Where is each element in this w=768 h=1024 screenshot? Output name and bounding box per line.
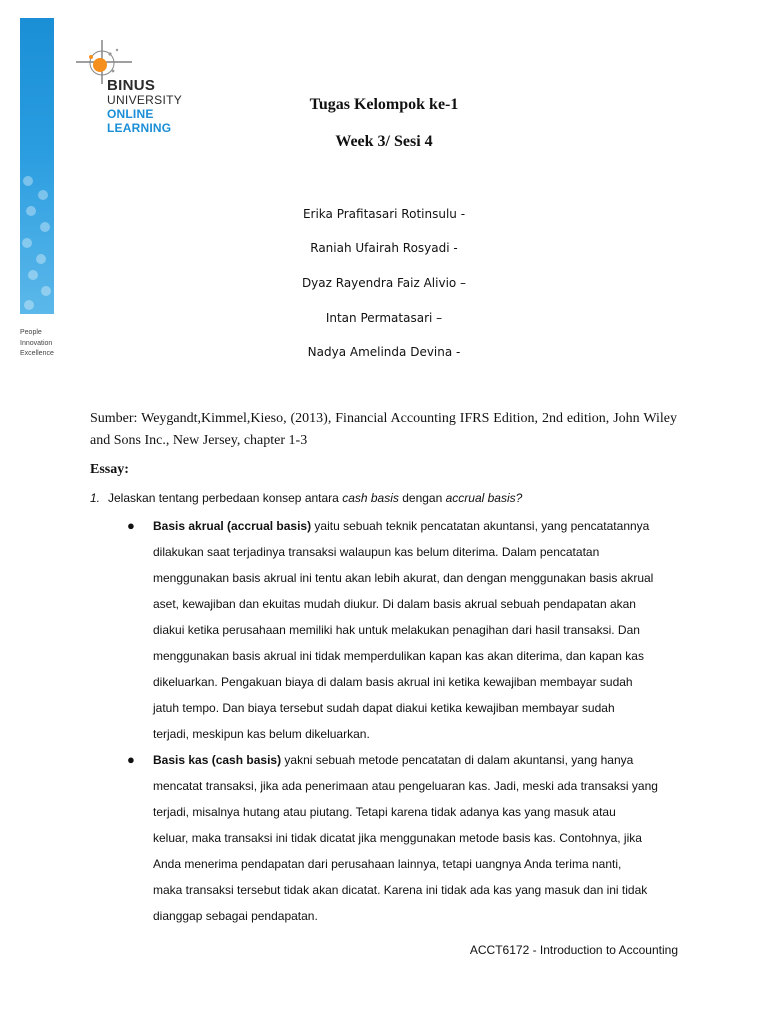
brand-sidebar-strip <box>20 18 54 314</box>
bullet-line <box>153 747 633 773</box>
logo-line-online: ONLINE <box>107 107 154 121</box>
bullet-line: keluar, maka transaksi ini tidak dicatat jika menggunakan metode basis kas. Contohnya, jika <box>153 831 642 845</box>
essay-question <box>90 491 522 505</box>
bullet-line: dilakukan saat terjadinya transaksi walaupun kas belum diterima. Dalam pencatatan <box>153 545 600 559</box>
bullet-term: Basis akrual (accrual basis) <box>153 519 312 533</box>
tagline-line: Excellence <box>20 350 54 357</box>
bullet-icon: ● <box>127 752 135 767</box>
bullet-line: diakui ketika perusahaan memiliki hak untuk melakukan penagihan dari hasil transaksi. Dan <box>153 623 640 637</box>
author-name: Erika Prafitasari Rotinsulu - <box>302 207 466 221</box>
bullet-text: yakni sebuah metode pencatatan di dalam akuntansi, yang hanya <box>281 753 634 767</box>
question-term: accrual basis? <box>445 491 523 505</box>
author-name: Intan Permatasari – <box>325 311 443 325</box>
bullet-line: terjadi, meskipun kas belum dikeluarkan. <box>153 727 370 741</box>
tagline-line: Innovation <box>20 339 53 347</box>
author-name: Dyaz Rayendra Faiz Alivio – <box>301 276 467 290</box>
logo-line-university: UNIVERSITY <box>107 93 183 107</box>
bullet-icon: ● <box>127 518 135 533</box>
bullet-line: mencatat transaksi, jika ada penerimaan atau pengeluaran kas. Jadi, meski ada transaksi yang <box>153 779 658 793</box>
author-name: Nadya Amelinda Devina - <box>307 345 461 359</box>
course-footer: ACCT6172 - Introduction to Accounting <box>469 943 678 957</box>
bullet-term: Basis kas (cash basis) <box>153 753 282 767</box>
bullet-line: menggunakan basis akrual ini tidak memperdulikan kapan kas akan diterima, dan kapan kas <box>153 649 644 663</box>
question-text: dengan <box>398 491 446 505</box>
question-text: Jelaskan tentang perbedaan konsep antara <box>108 491 343 505</box>
bullet-line: Anda menerima pendapatan dari perusahaan lainnya, tetapi uangnya Anda terima nanti, <box>153 857 622 871</box>
bullet-line: maka transaksi tersebut tidak akan dicatat. Karena ini tidak ada kas yang masuk dan ini tidak <box>153 883 648 897</box>
bullet-line: dikeluarkan. Pengakuan biaya di dalam basis akrual ini ketika kewajiban membayar sudah <box>153 675 633 689</box>
document-title: Tugas Kelompok ke-1 <box>309 96 459 113</box>
bullet-line <box>153 513 649 539</box>
author-name: Raniah Ufairah Rosyadi - <box>310 241 458 255</box>
bullet-text: yaitu sebuah teknik pencatatan akuntansi, yang pencatatannya <box>311 519 650 533</box>
question-term: cash basis <box>342 491 399 505</box>
logo-line-learning: LEARNING <box>107 121 172 135</box>
bullet-line: jatuh tempo. Dan biaya tersebut sudah dapat diakui ketika kewajiban membayar sudah <box>153 701 615 715</box>
bullet-line: terjadi, misalnya hutang atau piutang. Tetapi karena tidak adanya kas yang masuk atau <box>153 805 616 819</box>
logo-line-binus: BINUS <box>107 77 156 94</box>
tagline-line: People <box>20 329 42 336</box>
bullet-line: dianggap sebagai pendapatan. <box>153 909 318 923</box>
question-number: 1. <box>90 491 101 505</box>
source-citation: Sumber: Weygandt,Kimmel,Kieso, (2013), Financial Accounting IFRS Edition, 2nd edition, John Wiley and Sons Inc., New Jersey, chapter 1-3 <box>90 411 677 448</box>
document-subtitle: Week 3/ Sesi 4 <box>335 133 433 150</box>
bullet-line: aset, kewajiban dan ekuitas mudah diukur. Di dalam basis akrual sebuah pendapatan akan <box>153 597 636 611</box>
essay-heading: Essay: <box>90 462 129 477</box>
bullet-line: menggunakan basis akrual ini tentu akan lebih akurat, dan dengan menggunakan basis akrual <box>153 571 654 585</box>
